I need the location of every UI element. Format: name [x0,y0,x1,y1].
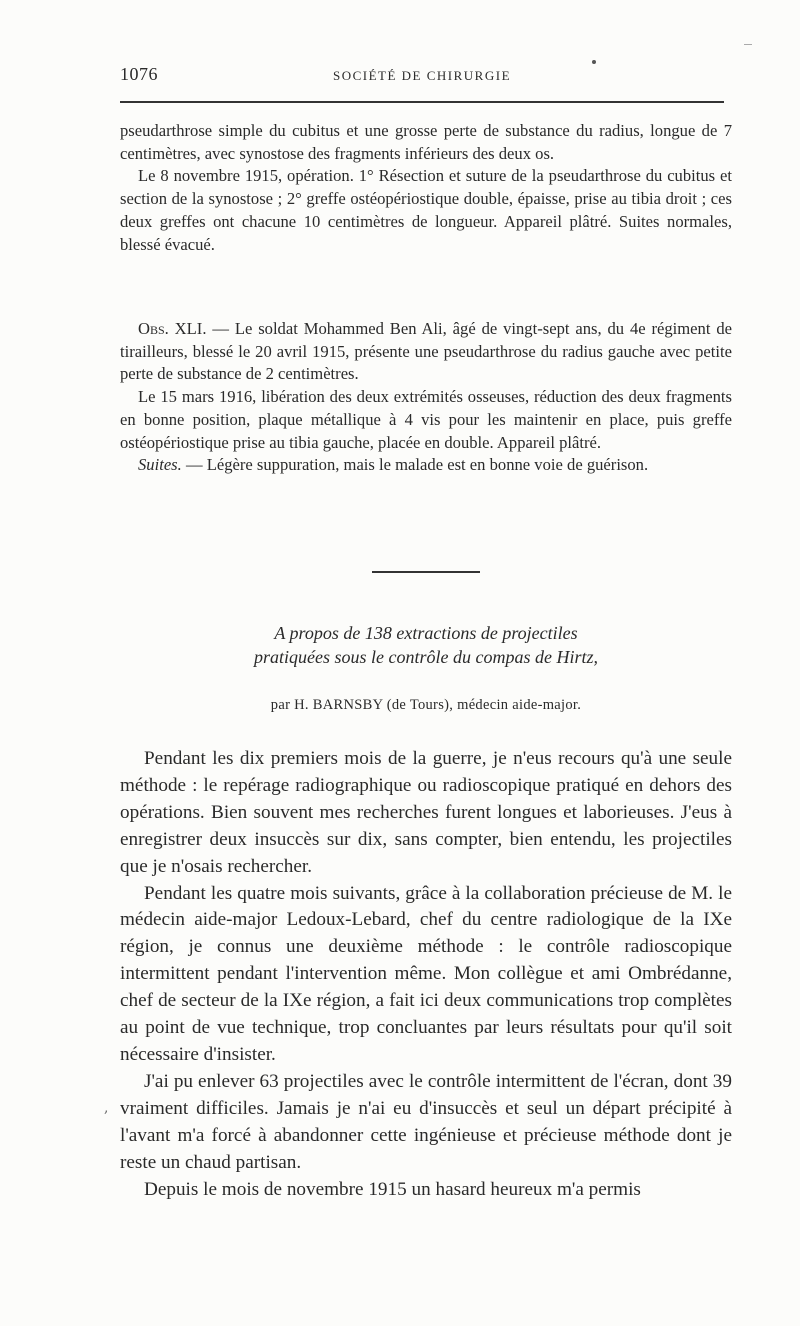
section-divider [372,571,480,573]
obs41-paragraph-2: Le 15 mars 1916, libération des deux extrémités osseuses, réduction des deux fragments en bonne position, plaque métallique à 4 vis pour les maintenir en place, puis greffe ostéopériostique prise au tibia gauche, placée en double. Appareil plâtré. [120,387,732,452]
article-title-line-2: pratiquées sous le contrôle du compas de Hirtz, [254,647,598,667]
article-author: par H. BARNSBY (de Tours), médecin aide-major. [270,697,582,713]
page-edge-mark [744,44,752,45]
header-rule [120,101,724,103]
observation-41-block [120,318,732,477]
suites-label: Suites. [138,455,182,475]
obs40-paragraph-2: Le 8 novembre 1915, opération. 1° Résection et suture de la pseudarthrose du cubitus et section de la synostose ; 2° greffe ostéopériostique double, épaisse, prise au tibia droit ; ces deux greffes ont chacune 10 centimètres de longueur. Appareil plâtré. Suites normales, blessé évacué. [120,166,732,254]
article-title-line-1: A propos de 138 extractions de projectiles [274,623,578,643]
running-title: SOCIÉTÉ DE CHIRURGIE [332,68,512,83]
article-body [120,746,732,1203]
obs40-paragraph-1: pseudarthrose simple du cubitus et une grosse perte de substance du radius, longue de 7 centimètres, avec synostose des fragments inférieurs des deux os. [120,121,732,163]
article-title [120,621,732,669]
obs41-text: — Le soldat Mohammed Ben Ali, âgé de vingt-sept ans, du 4e régiment de tirailleurs, blessé le 20 avril 1915, présente une pseudarthrose du radius gauche avec petite perte de substance de 2 centimètres. [120,319,732,384]
body-paragraph-3: J'ai pu enlever 63 projectiles avec le contrôle intermittent de l'écran, dont 39 vraiment difficiles. Jamais je n'ai eu d'insuccès et seul un départ précipité à l'avant m'a forcé à abandonner cette ingénieuse et précieuse méthode dont je reste un chaud partisan. [120,1070,732,1173]
body-paragraph-2: Pendant les quatre mois suivants, grâce à la collaboration précieuse de M. le médecin aide-major Ledoux-Lebard, chef du centre radiologique de la IXe région, je connus une deuxième méthode : le contrôle radioscopique intermittent pendant l'intervention même. Mon collègue et ami Ombrédanne, chef de secteur de la IXe région, a fait ici deux communications trop complètes au point de vue technique, trop concluantes par leurs résultats pour qu'il soit nécessaire d'insister. [120,882,732,1065]
page-header [120,64,724,88]
page-number: 1076 [120,64,158,84]
suites-text: — Légère suppuration, mais le malade est en bonne voie de guérison. [181,455,649,475]
body-paragraph-1: Pendant les dix premiers mois de la guerre, je n'eus recours qu'à une seule méthode : le repérage radiographique ou radioscopique pratiqué en dehors des opérations. Bien souvent mes recherches furent longues et laborieuses. J'eus à enregistrer deux insuccès sur dix, sans compter, bien entendu, les projectiles que je n'osais rechercher. [120,748,732,877]
obs41-suites-paragraph [120,454,732,477]
obs41-label: Obs. XLI. [138,319,207,338]
observation-40-block [120,120,732,256]
obs41-paragraph-1 [120,318,732,386]
margin-mark: , [104,1100,109,1116]
body-paragraph-4: Depuis le mois de novembre 1915 un hasard heureux m'a permis [144,1178,641,1200]
